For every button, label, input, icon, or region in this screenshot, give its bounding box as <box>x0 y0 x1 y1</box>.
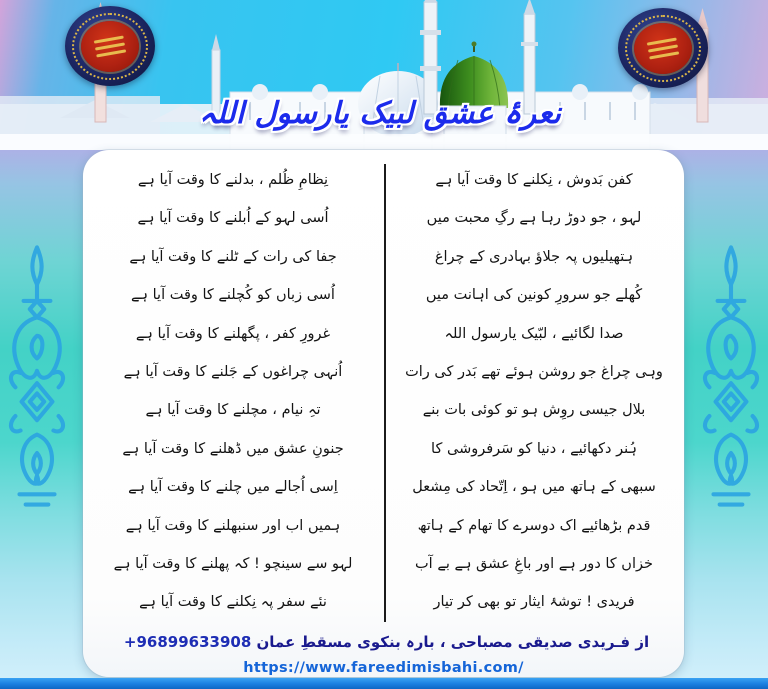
poem-card <box>83 150 684 677</box>
poem-line: اُسی زباں کو کُچلنے کا وقت آیا ہے <box>131 287 335 304</box>
right-seal-icon <box>618 8 708 88</box>
poem-line: ہمیں اب اور سنبھلنے کا وقت آیا ہے <box>125 517 341 534</box>
seal-red-center <box>634 23 692 74</box>
poem-line: غرورِ کفر ، پگھلنے کا وقت آیا ہے <box>135 325 331 342</box>
poem-line: تہِ نیام ، مچلنے کا وقت آیا ہے <box>145 402 321 419</box>
poem-line: اُنہی چراغوں کے جَلنے کا وقت آیا ہے <box>123 363 343 380</box>
poem-column-right <box>398 161 670 622</box>
poem-line: فریدی ! توشۂ ایثار تو بھی کر تیار <box>433 594 635 611</box>
right-arabesque-ornament-icon <box>695 243 767 511</box>
poem-line: نئے سفر پہ نِکلنے کا وقت آیا ہے <box>139 594 327 611</box>
poem-line: قدم بڑھائیے اک دوسرے کا تھام کے ہاتھ <box>417 517 651 534</box>
poem-line: وہی چراغ جو روشن ہوئے تھے بَدر کی رات <box>405 363 663 380</box>
website-url: https://www.fareedimisbahi.com/ <box>243 660 524 676</box>
poem-line: صدا لگائیے ، لبّیک یارسول اللہ <box>444 325 624 342</box>
poem-line: اِسی اُجالے میں چلنے کا وقت آیا ہے <box>128 479 338 496</box>
author-attribution <box>83 629 684 655</box>
poem-line: کُھلے جو سرورِ کونین کی اہانت میں <box>425 287 643 304</box>
poem-line: لہو سے سینچو ! کہ پھلنے کا وقت آیا ہے <box>113 555 353 572</box>
poem-line: جفا کی رات کے ٹلنے کا وقت آیا ہے <box>129 248 337 265</box>
poem-line: اُسی لہو کے اُبلنے کا وقت آیا ہے <box>137 210 329 227</box>
seal-calligraphy-mark <box>648 44 678 52</box>
left-arabesque-ornament-icon <box>1 243 73 511</box>
author-name-text: از فـریدی صدیقی مصباحی ، بارہ بنکوی مسقطِ عمان <box>256 633 650 651</box>
poem-line: نِظامِ ظُلم ، بدلنے کا وقت آیا ہے <box>137 172 329 188</box>
seal-gold-ring <box>625 15 701 82</box>
poem-line: لہو ، جو دوڑ رہا ہے رگِ محبت میں <box>426 210 642 227</box>
poem-line: خزاں کا دور ہے اور باغِ عشق ہے بے آب <box>415 555 653 572</box>
bottom-accent-bar <box>0 678 768 689</box>
poem-column-left <box>97 161 369 622</box>
poster-title: نعرۂ عشق لبیک یارسول اللہ <box>199 96 561 131</box>
poem-line: سبھی کے ہاتھ میں ہو ، اِتّحاد کی مِشعل <box>412 479 656 496</box>
seal-calligraphy-mark <box>95 42 125 50</box>
poem-line: کفن بَدوش ، نِکلنے کا وقت آیا ہے <box>435 172 633 188</box>
seal-gold-ring <box>72 13 148 80</box>
left-seal-icon <box>65 6 155 86</box>
phone-number: +96899633908 <box>123 633 252 651</box>
poem-line: بلال جیسی روِش ہو تو کوئی بات بنے <box>422 402 646 419</box>
seal-red-center <box>81 21 139 72</box>
poem-line: ہُنر دکھائیے ، دنیا کو سَرفروشی کا <box>431 440 637 457</box>
poem-line: جنونِ عشق میں ڈھلنے کا وقت آیا ہے <box>122 440 344 457</box>
poem-line: ہتھیلیوں پہ جلاؤ بہادری کے چراغ <box>434 248 634 265</box>
column-divider <box>384 164 386 622</box>
